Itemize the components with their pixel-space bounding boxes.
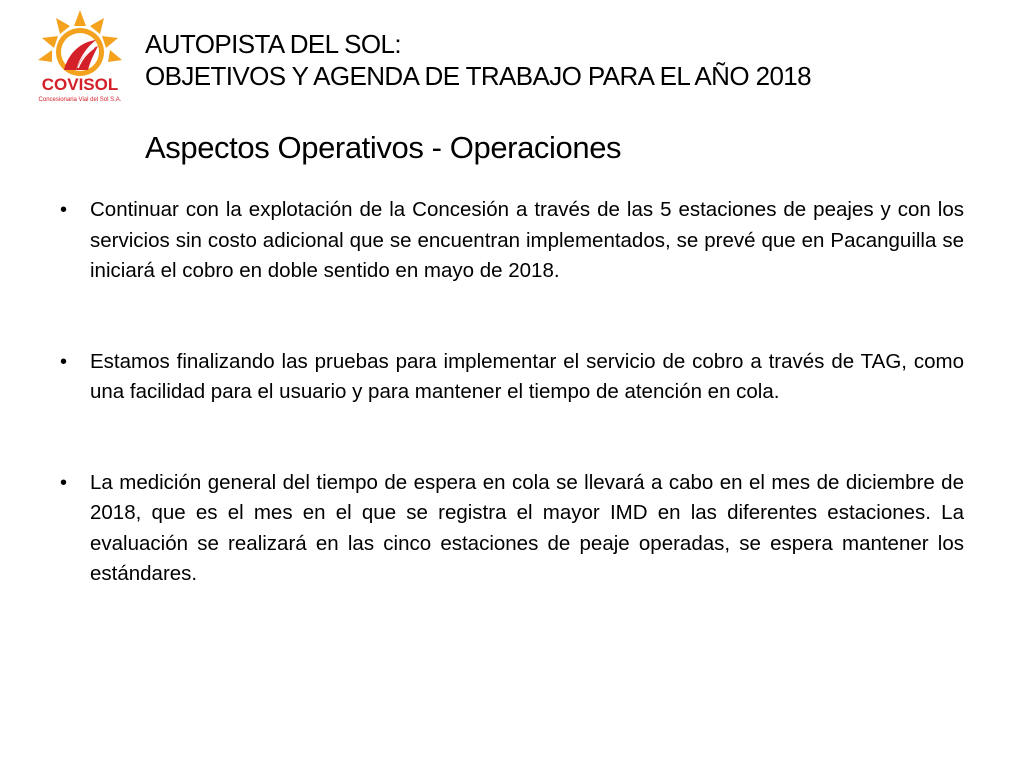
header-title-line-2: OBJETIVOS Y AGENDA DE TRABAJO PARA EL AÑO 2018 [145,61,812,91]
bullet-text: Estamos finalizando las pruebas para implementar el servicio de cobro a través de TAG, como una facilidad para el usuario y para mantener el tiempo de atención en cola. [90,349,964,403]
bullet-text: Continuar con la explotación de la Concesión a través de las 5 estaciones de peajes y con los servicios sin costo adicional que se encuentran implementados, se prevé que en Pacanguilla se iniciará el cobro en doble sentido en mayo de 2018. [90,198,964,282]
header [145,28,811,92]
bullet-list [58,195,964,590]
bullet-text: La medición general del tiempo de espera en cola se llevará a cabo en el mes de diciembre de 2018, que es el mes en el que se registra el mayor IMD en las diferentes estaciones. La evaluación se realizará en las cinco estaciones de peaje operadas, se espera mantener los estándares. [90,470,964,585]
svg-text:COVISOL: COVISOL [41,75,119,94]
svg-text:Concesionaria Vial del Sol S.A: Concesionaria Vial del Sol S.A. [38,97,122,103]
sun-road-logo-icon [30,8,130,108]
bullet-icon: • [60,350,68,373]
covisol-logo [30,8,130,108]
bullet-item [58,347,964,408]
header-title-line-1: AUTOPISTA DEL SOL: [145,29,402,59]
bullet-icon: • [60,199,68,221]
bullet-icon: • [60,471,68,494]
bullet-item [58,195,964,287]
section-subtitle: Aspectos Operativos - Operaciones [145,130,622,165]
bullet-item [58,468,964,590]
